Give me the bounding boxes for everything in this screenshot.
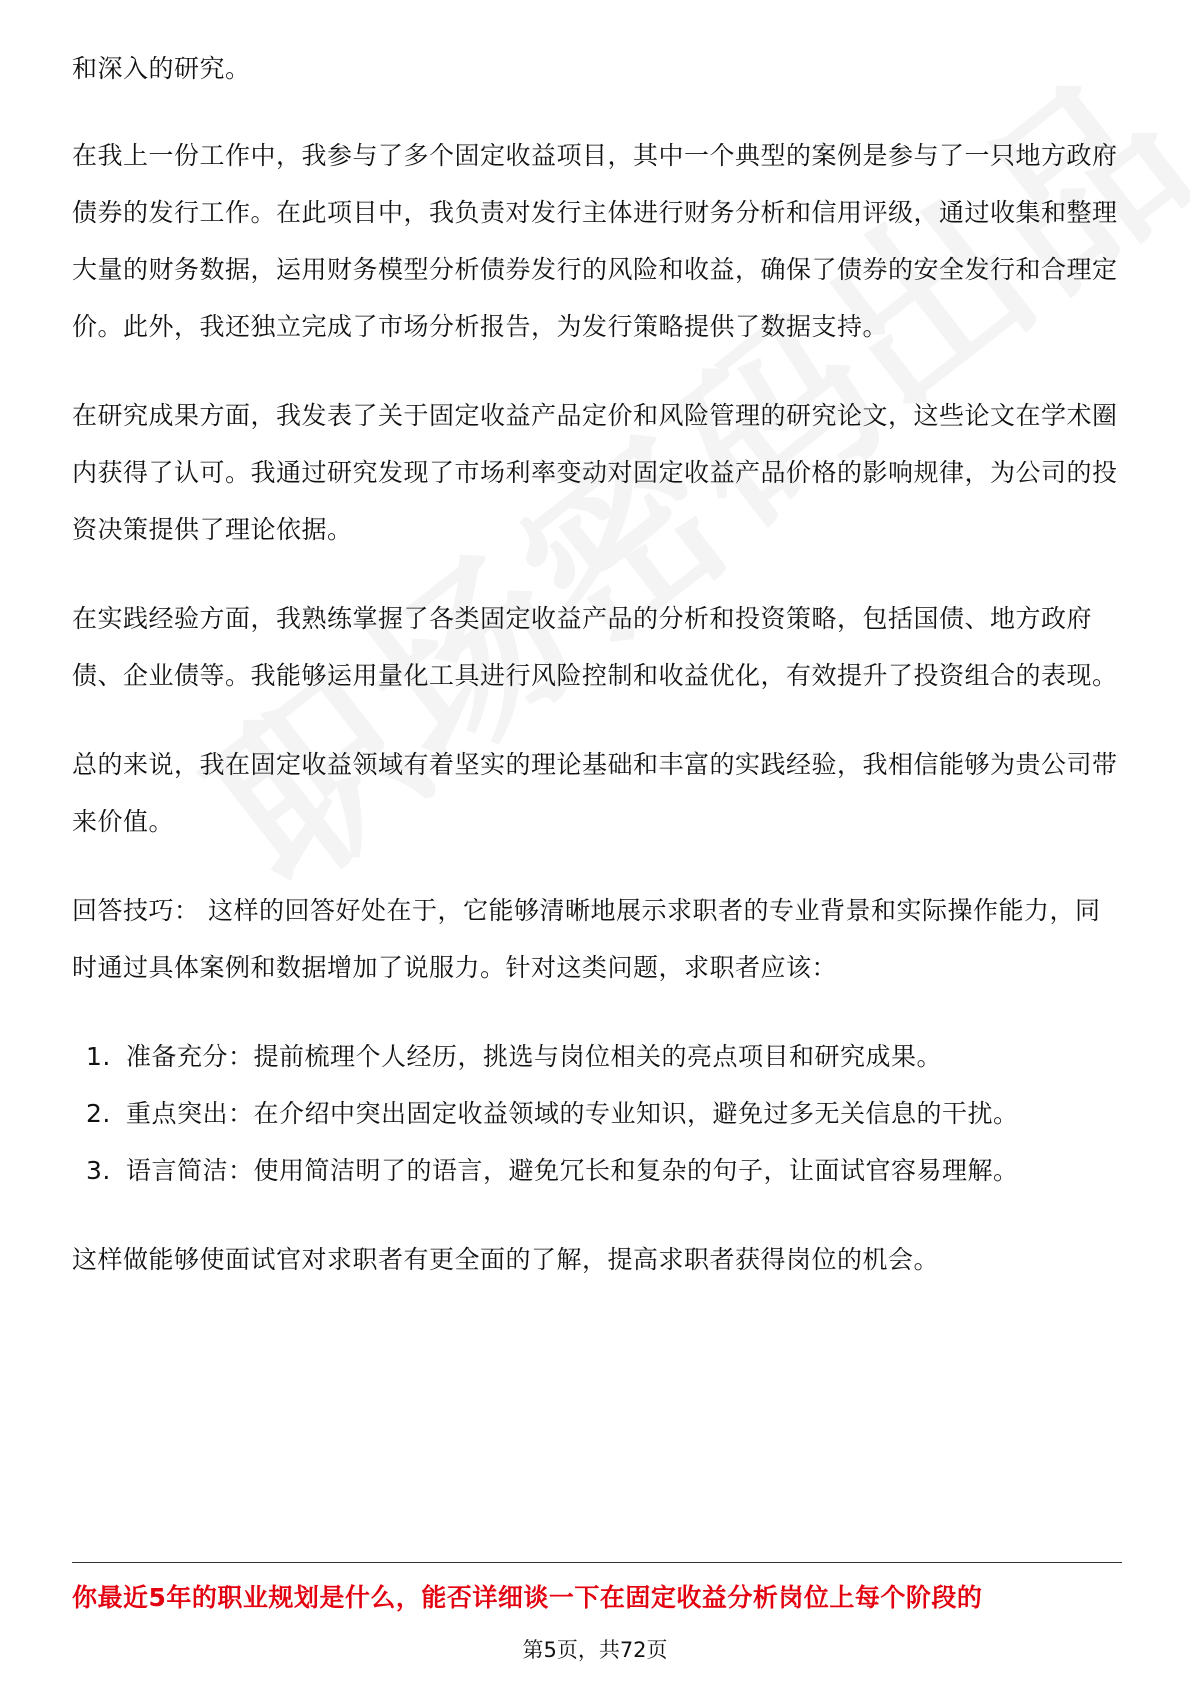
- page-number: 第5页，共72页: [522, 1638, 668, 1662]
- paragraph-continuation: 和深入的研究。: [72, 54, 251, 83]
- paragraph-practical-experience: 在实践经验方面，我熟练掌握了各类固定收益产品的分析和投资策略，包括国债、地方政府债、企业债等。我能够运用量化工具进行风险控制和收益优化，有效提升了投资组合的表现。: [72, 604, 1118, 690]
- section-divider: [72, 1562, 1122, 1563]
- list-number: 2.: [86, 1099, 111, 1128]
- paragraph-answer-tips: 回答技巧： 这样的回答好处在于，它能够清晰地展示求职者的专业背景和实际操作能力，同时通过具体案例和数据增加了说服力。针对这类问题，求职者应该：: [72, 896, 1101, 982]
- list-item: [72, 1085, 1122, 1142]
- list-text: 准备充分：提前梳理个人经历，挑选与岗位相关的亮点项目和研究成果。: [126, 1042, 943, 1071]
- next-question-heading: 你最近5年的职业规划是什么，能否详细谈一下在固定收益分析岗位上每个阶段的: [72, 1583, 983, 1612]
- paragraph-summary: 总的来说，我在固定收益领域有着坚实的理论基础和丰富的实践经验，我相信能够为贵公司带来价值。: [72, 750, 1118, 836]
- list-text: 语言简洁：使用简洁明了的语言，避免冗长和复杂的句子，让面试官容易理解。: [126, 1156, 1019, 1185]
- list-text: 重点突出：在介绍中突出固定收益领域的专业知识，避免过多无关信息的干扰。: [126, 1099, 1019, 1128]
- list-item: [72, 1028, 1122, 1085]
- paragraph-research-results: 在研究成果方面，我发表了关于固定收益产品定价和风险管理的研究论文，这些论文在学术圈内获得了认可。我通过研究发现了市场利率变动对固定收益产品价格的影响规律，为公司的投资决策提供了理论依据。: [72, 401, 1118, 544]
- tips-list: [72, 1028, 1122, 1199]
- list-item: [72, 1142, 1122, 1199]
- list-number: 1.: [86, 1042, 111, 1071]
- paragraph-conclusion: 这样做能够使面试官对求职者有更全面的了解，提高求职者获得岗位的机会。: [72, 1245, 940, 1274]
- answer-body: [72, 40, 1122, 1320]
- list-number: 3.: [86, 1156, 111, 1185]
- paragraph-project-experience: 在我上一份工作中，我参与了多个固定收益项目，其中一个典型的案例是参与了一只地方政府债券的发行工作。在此项目中，我负责对发行主体进行财务分析和信用评级，通过收集和整理大量的财务数据，运用财务模型分析债券发行的风险和收益，确保了债券的安全发行和合理定价。此外，我还独立完成了市场分析报告，为发行策略提供了数据支持。: [72, 141, 1118, 341]
